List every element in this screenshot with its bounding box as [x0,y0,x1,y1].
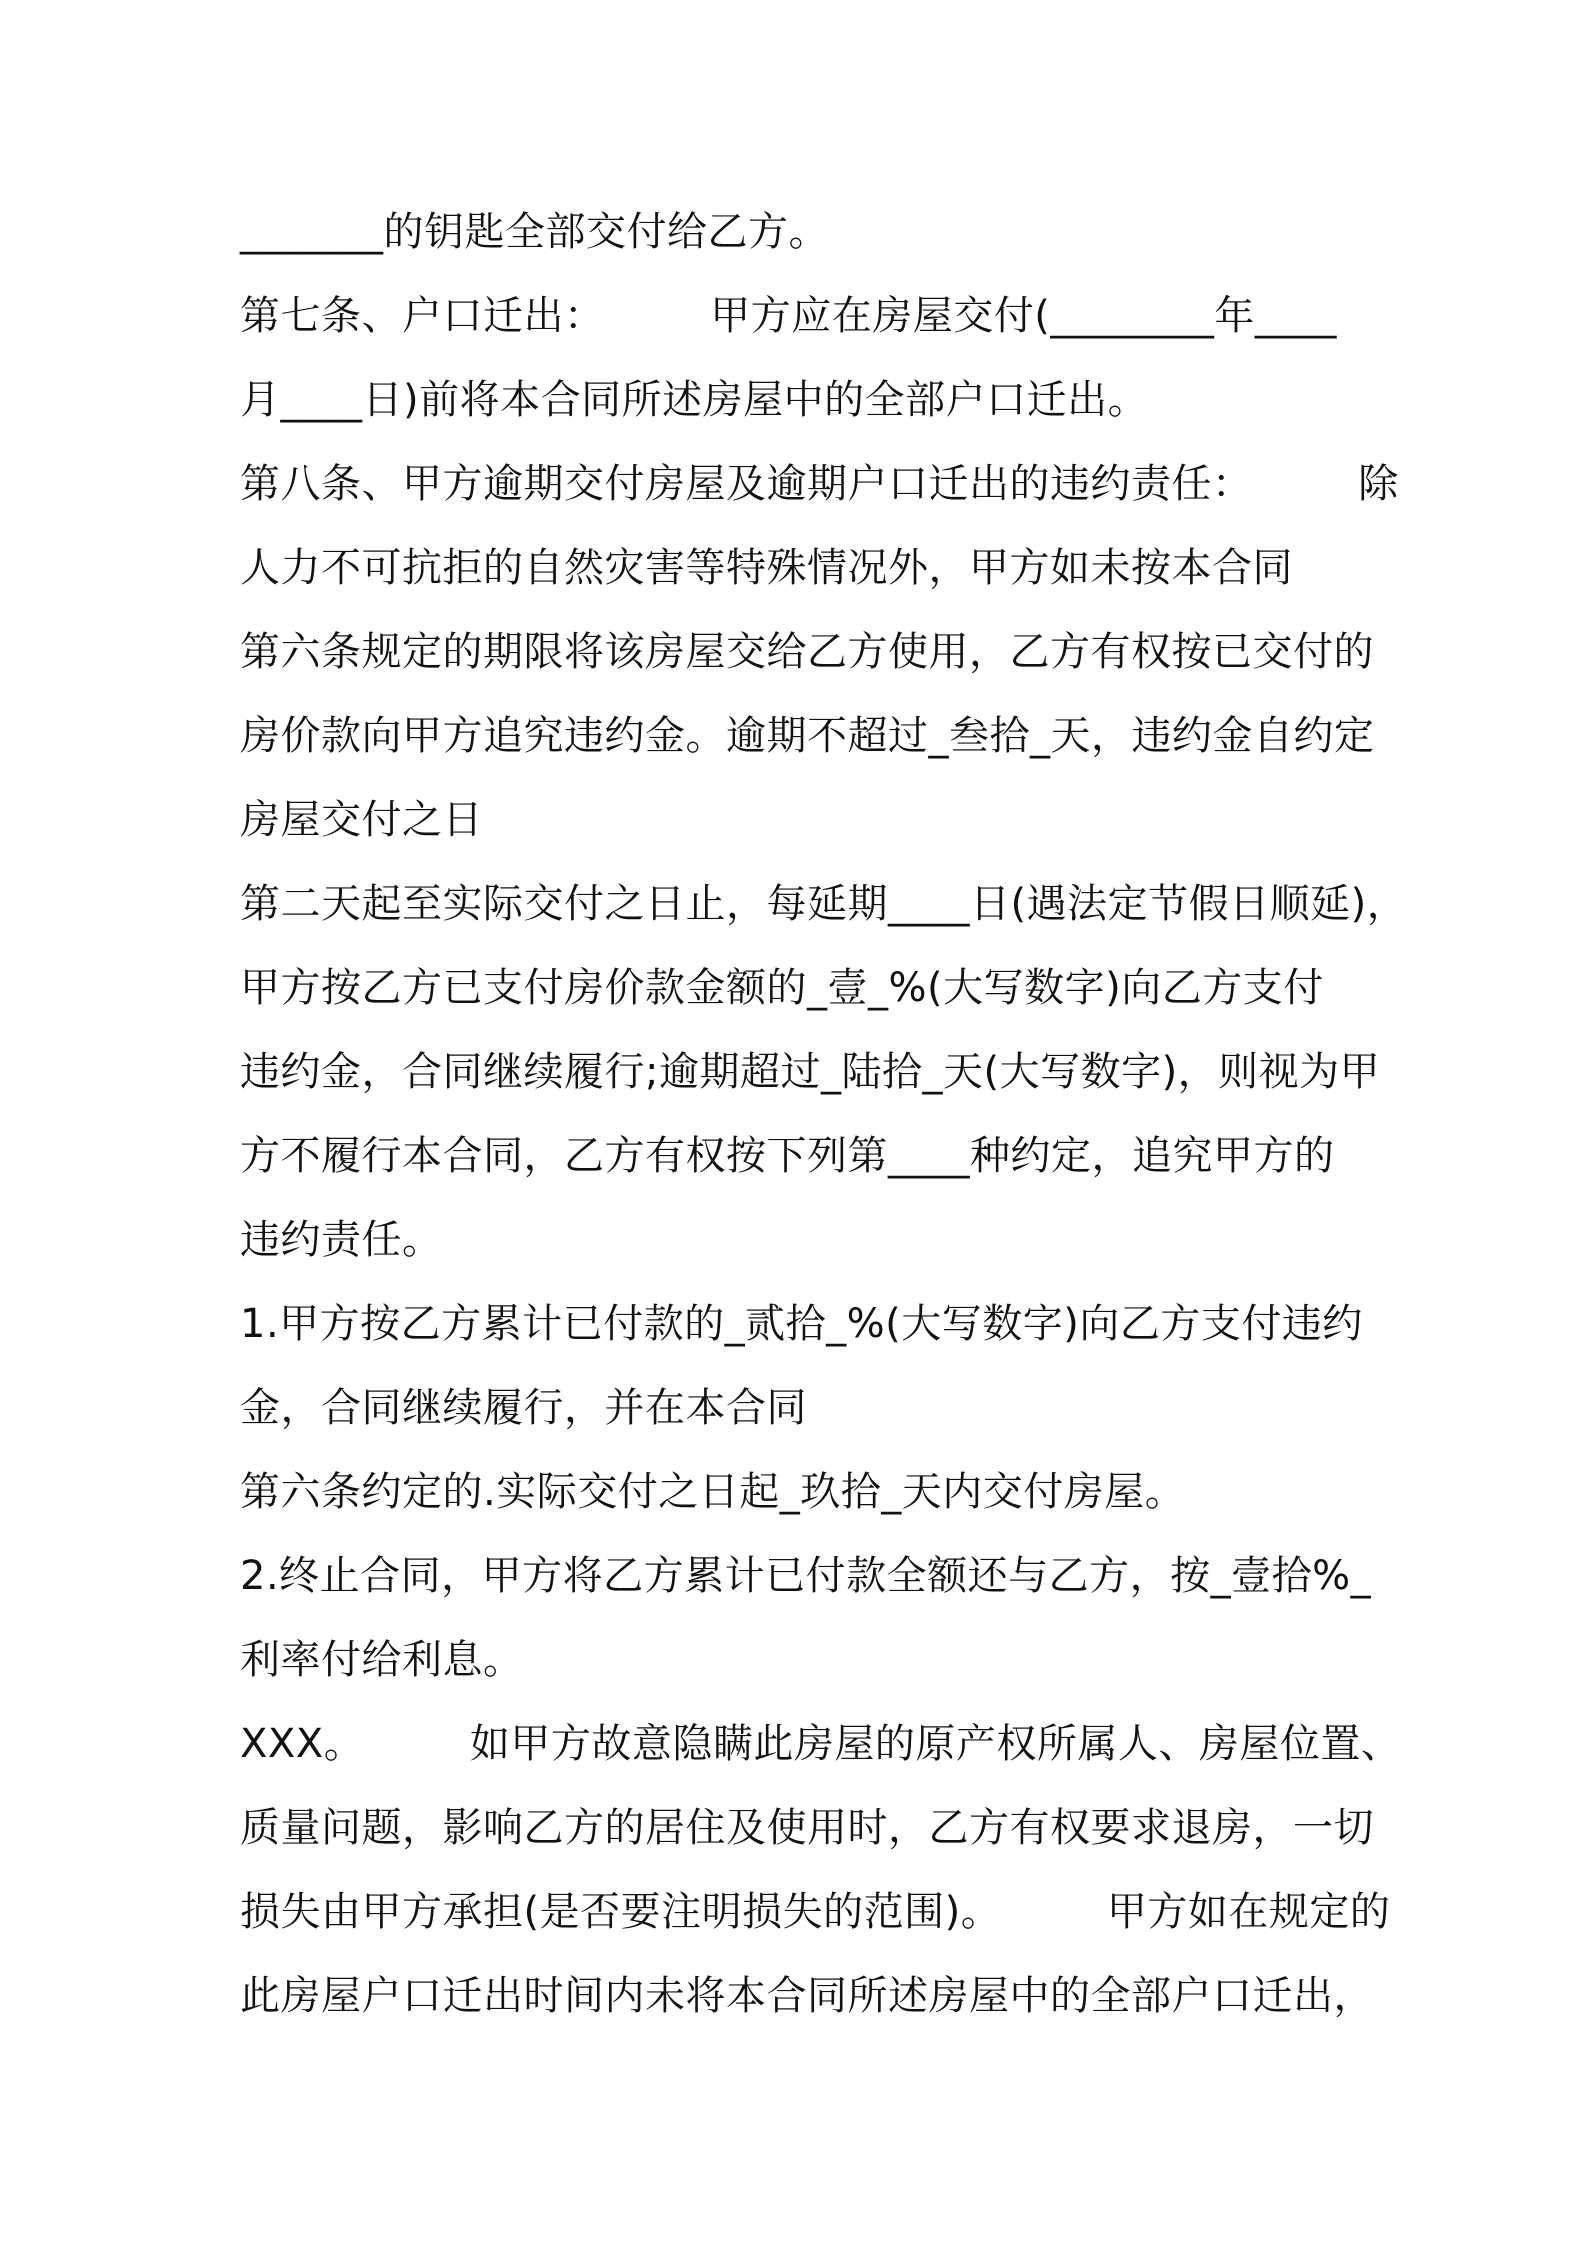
text-line: 质量问题，影响乙方的居住及使用时，乙方有权要求退房，一切 [240,1805,1374,1851]
text-line: 第六条约定的.实际交付之日起_玖拾_天内交付房屋。 [240,1469,1186,1515]
text-line: 房价款向甲方追究违约金。逾期不超过_叁拾_天，违约金自约定 [240,713,1375,759]
text-line: _______的钥匙全部交付给乙方。 [240,209,829,255]
text-line: 甲方按乙方已支付房价款金额的_壹_%(大写数字)向乙方支付 [240,965,1324,1011]
text-line: 方不履行本合同，乙方有权按下列第____种约定，追究甲方的 [240,1133,1335,1179]
text-line: 利率付给利息。 [240,1637,524,1683]
text-line: 第八条、甲方逾期交付房屋及逾期户口迁出的违约责任： 除 [240,461,1399,507]
text-line: 第六条规定的期限将该房屋交给乙方使用，乙方有权按已交付的 [240,629,1374,675]
text-line: 第七条、户口迁出： 甲方应在房屋交付(________年____ [240,293,1337,339]
text-line: 月____日)前将本合同所述房屋中的全部户口迁出。 [240,377,1149,423]
text-line: 违约责任。 [240,1217,443,1263]
contract-text [240,190,1408,2038]
text-line: 人力不可抗拒的自然灾害等特殊情况外，甲方如未按本合同 [240,545,1293,591]
text-line: XXX。 如甲方故意隐瞒此房屋的原产权所属人、房屋位置、 [240,1721,1402,1767]
text-line: 1.甲方按乙方累计已付款的_贰拾_%(大写数字)向乙方支付违约 [240,1301,1363,1347]
text-line: 损失由甲方承担(是否要注明损失的范围)。 甲方如在规定的 [240,1889,1391,1935]
text-line: 违约金，合同继续履行;逾期超过_陆拾_天(大写数字)，则视为甲 [240,1049,1381,1095]
text-line: 此房屋户口迁出时间内未将本合同所述房屋中的全部户口迁出， [240,1973,1374,2019]
text-line: 房屋交付之日 [240,797,483,843]
text-line: 第二天起至实际交付之日止，每延期____日(遇法定节假日顺延)， [240,881,1408,927]
text-line: 2.终止合同，甲方将乙方累计已付款全额还与乙方，按_壹拾%_ [240,1553,1372,1599]
text-line: 金，合同继续履行，并在本合同 [240,1385,807,1431]
